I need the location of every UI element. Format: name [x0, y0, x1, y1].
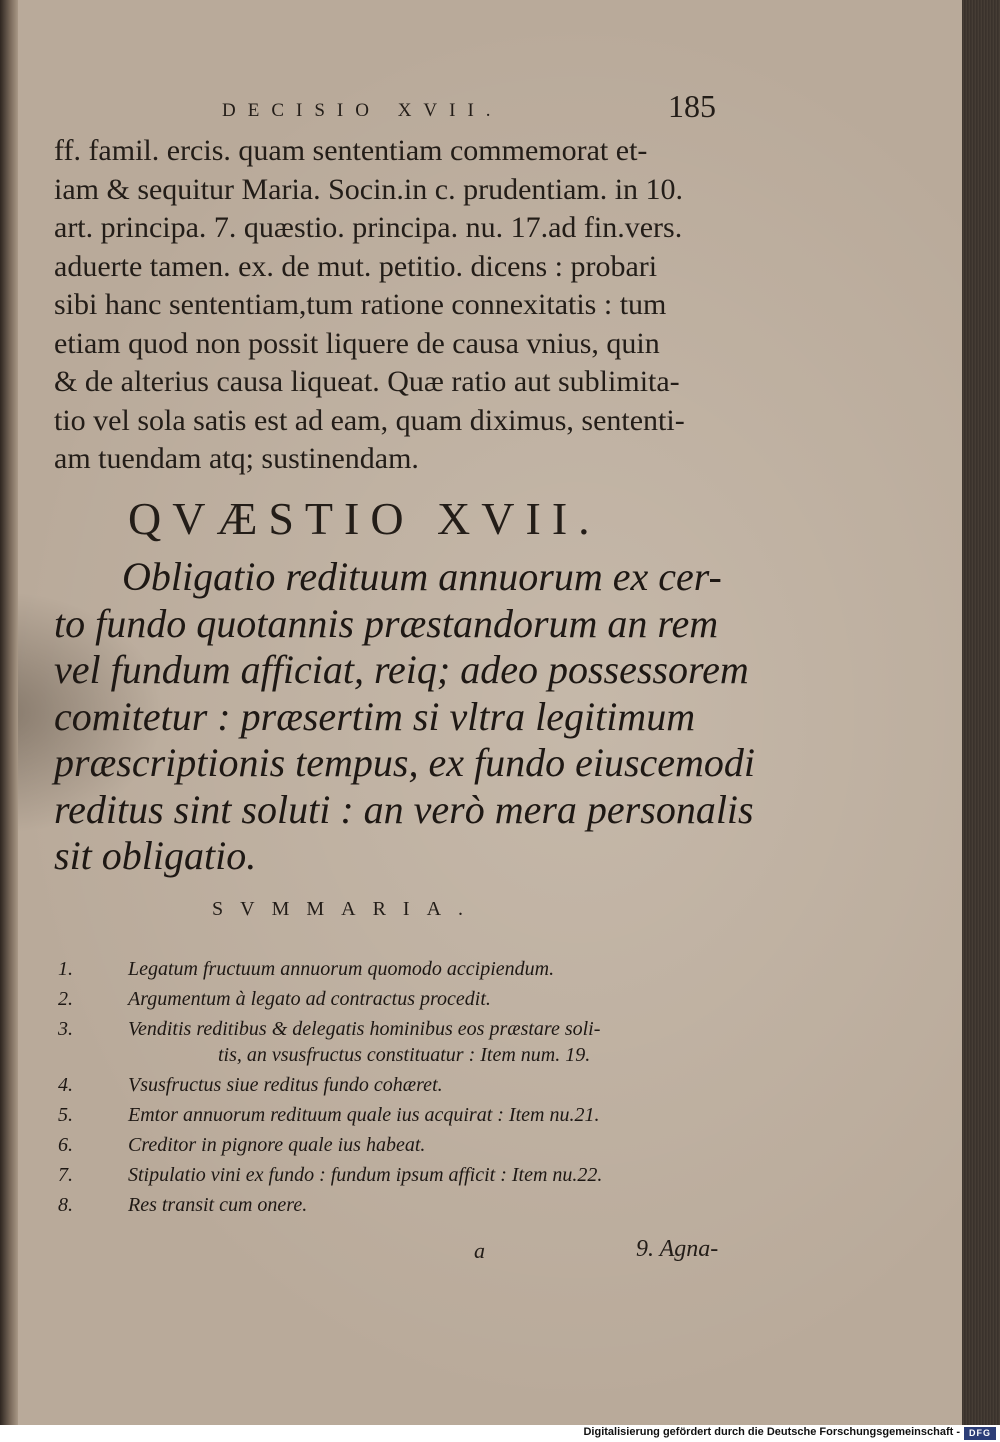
- body-paragraph: [54, 132, 744, 479]
- summaria-item: [58, 1162, 758, 1188]
- quaestio-title-line: sit obligatio.: [54, 833, 257, 878]
- summaria-number: 5.: [58, 1104, 73, 1126]
- quaestio-heading: QVÆSTIO XVII.: [128, 493, 601, 544]
- summaria-item: [58, 1192, 758, 1218]
- summaria-list: [58, 956, 758, 1222]
- summaria-number: 2.: [58, 988, 73, 1010]
- summaria-text: Res transit cum onere.: [128, 1194, 308, 1216]
- funding-note: Digitalisierung gefördert durch die Deutsche Forschungsgemeinschaft -: [583, 1426, 960, 1438]
- summaria-item: [58, 1016, 758, 1042]
- summaria-text: Legatum fructuum annuorum quomodo accipiendum.: [128, 958, 555, 980]
- summaria-number: 4.: [58, 1074, 73, 1096]
- summaria-item: [58, 1132, 758, 1158]
- quaestio-title-line: vel fundum afficiat, reiq; adeo possessorem: [54, 647, 749, 692]
- summaria-number: 1.: [58, 958, 73, 980]
- body-line: iam & sequitur Maria. Socin.in c. prudentiam. in 10.: [54, 172, 684, 206]
- quaestio-title-line: præscriptionis tempus, ex fundo eiuscemodi: [54, 740, 756, 785]
- summaria-number: 7.: [58, 1164, 73, 1186]
- body-line: aduerte tamen. ex. de mut. petitio. dicens : probari: [54, 249, 658, 283]
- body-line: sibi hanc sententiam,tum ratione connexitatis : tum: [54, 288, 667, 321]
- summaria-text: Emtor annuorum redituum quale ius acquirat : Item nu.21.: [128, 1104, 600, 1126]
- summaria-text: Stipulatio vini ex fundo : fundum ipsum afficit : Item nu.22.: [128, 1164, 603, 1186]
- summaria-number: 3.: [58, 1018, 73, 1040]
- body-line: ff. famil. ercis. quam sententiam commemorat et-: [54, 134, 648, 167]
- summaria-item: [58, 1102, 758, 1128]
- dfg-logo-icon: DFG: [964, 1427, 996, 1440]
- summaria-heading: SVMMARIA.: [212, 898, 481, 920]
- page-number: 185: [668, 88, 716, 124]
- book-gutter: [0, 0, 18, 1425]
- quaestio-title: [54, 554, 764, 880]
- quaestio-title-line: Obligatio redituum annuorum ex cer-: [122, 554, 722, 599]
- summaria-text: Venditis reditibus & delegatis hominibus eos præstare soli-: [128, 1018, 601, 1040]
- summaria-number: 6.: [58, 1134, 73, 1156]
- summaria-number: 8.: [58, 1194, 73, 1216]
- body-line: am tuendam atq; sustinendam.: [54, 442, 419, 475]
- summaria-item: [58, 956, 758, 982]
- summaria-text: Vsusfructus siue reditus fundo cohæret.: [128, 1074, 443, 1096]
- catchword: 9. Agna-: [636, 1236, 719, 1262]
- quaestio-title-line: reditus sint soluti : an verò mera personalis: [54, 786, 754, 832]
- book-page-edges: [962, 0, 1000, 1425]
- quaestio-title-line: to fundo quotannis præstandorum an rem: [54, 600, 719, 646]
- body-line: tio vel sola satis est ad eam, quam diximus, sententi-: [54, 403, 685, 437]
- quaestio-title-line: comitetur : præsertim si vltra legitimum: [54, 693, 696, 739]
- body-line: & de alterius causa liqueat. Quæ ratio aut sublimita-: [54, 365, 680, 398]
- summaria-item: [58, 986, 758, 1012]
- body-line: etiam quod non possit liquere de causa vnius, quin: [54, 326, 660, 360]
- running-head: DECISIO XVII.: [222, 100, 503, 121]
- summaria-text: Creditor in pignore quale ius habeat.: [128, 1134, 426, 1156]
- body-line: art. principa. 7. quæstio. principa. nu. 17.ad fin.vers.: [54, 211, 683, 244]
- signature-mark: a: [474, 1238, 485, 1263]
- summaria-text: Argumentum à legato ad contractus procedit.: [128, 988, 491, 1010]
- summaria-item: [58, 1072, 758, 1098]
- summaria-continuation: tis, an vsusfructus constituatur : Item num. 19.: [218, 1044, 591, 1066]
